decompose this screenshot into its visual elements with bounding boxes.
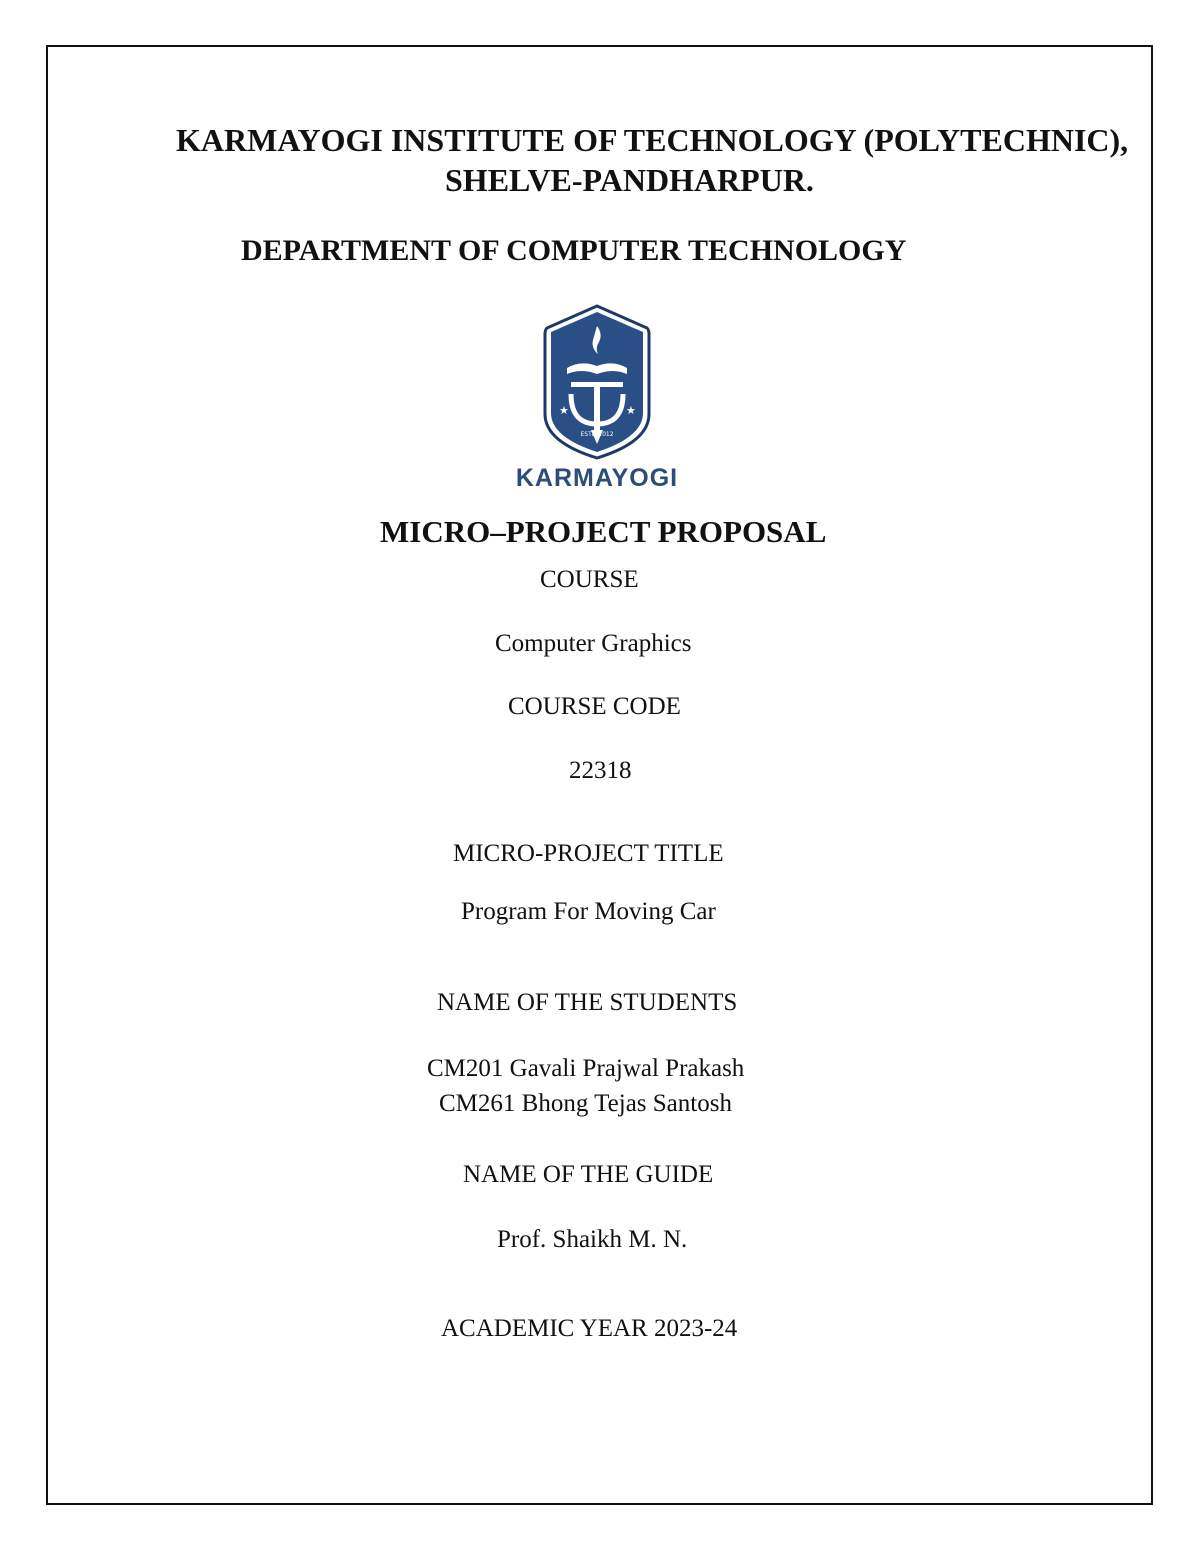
course-code-label: COURSE CODE bbox=[508, 693, 681, 720]
institute-name-line2: SHELVE-PANDHARPUR. bbox=[445, 162, 814, 198]
logo-estd-text: ESTD 2012 bbox=[580, 431, 614, 438]
guide-label: NAME OF THE GUIDE bbox=[463, 1161, 714, 1188]
department-title: DEPARTMENT OF COMPUTER TECHNOLOGY bbox=[241, 234, 907, 267]
svg-text:★: ★ bbox=[559, 404, 569, 417]
course-name: Computer Graphics bbox=[495, 630, 692, 657]
course-label: COURSE bbox=[540, 566, 639, 593]
karmayogi-logo bbox=[515, 302, 680, 494]
student-name: CM261 Bhong Tejas Santosh bbox=[439, 1090, 732, 1117]
proposal-title: MICRO–PROJECT PROPOSAL bbox=[380, 514, 827, 549]
guide-name: Prof. Shaikh M. N. bbox=[497, 1226, 688, 1253]
course-code-value: 22318 bbox=[569, 757, 632, 784]
karmayogi-crest-icon bbox=[515, 302, 680, 494]
logo-wordmark: KARMAYOGI bbox=[515, 464, 679, 492]
students-label: NAME OF THE STUDENTS bbox=[437, 989, 738, 1016]
academic-year: ACADEMIC YEAR 2023-24 bbox=[441, 1315, 738, 1342]
svg-text:★: ★ bbox=[626, 404, 636, 417]
student-name: CM201 Gavali Prajwal Prakash bbox=[427, 1055, 745, 1082]
micro-project-title-value: Program For Moving Car bbox=[461, 898, 716, 925]
institute-name-line1: KARMAYOGI INSTITUTE OF TECHNOLOGY (POLYTECHNIC), bbox=[176, 122, 1129, 158]
micro-project-title-label: MICRO-PROJECT TITLE bbox=[453, 840, 724, 867]
